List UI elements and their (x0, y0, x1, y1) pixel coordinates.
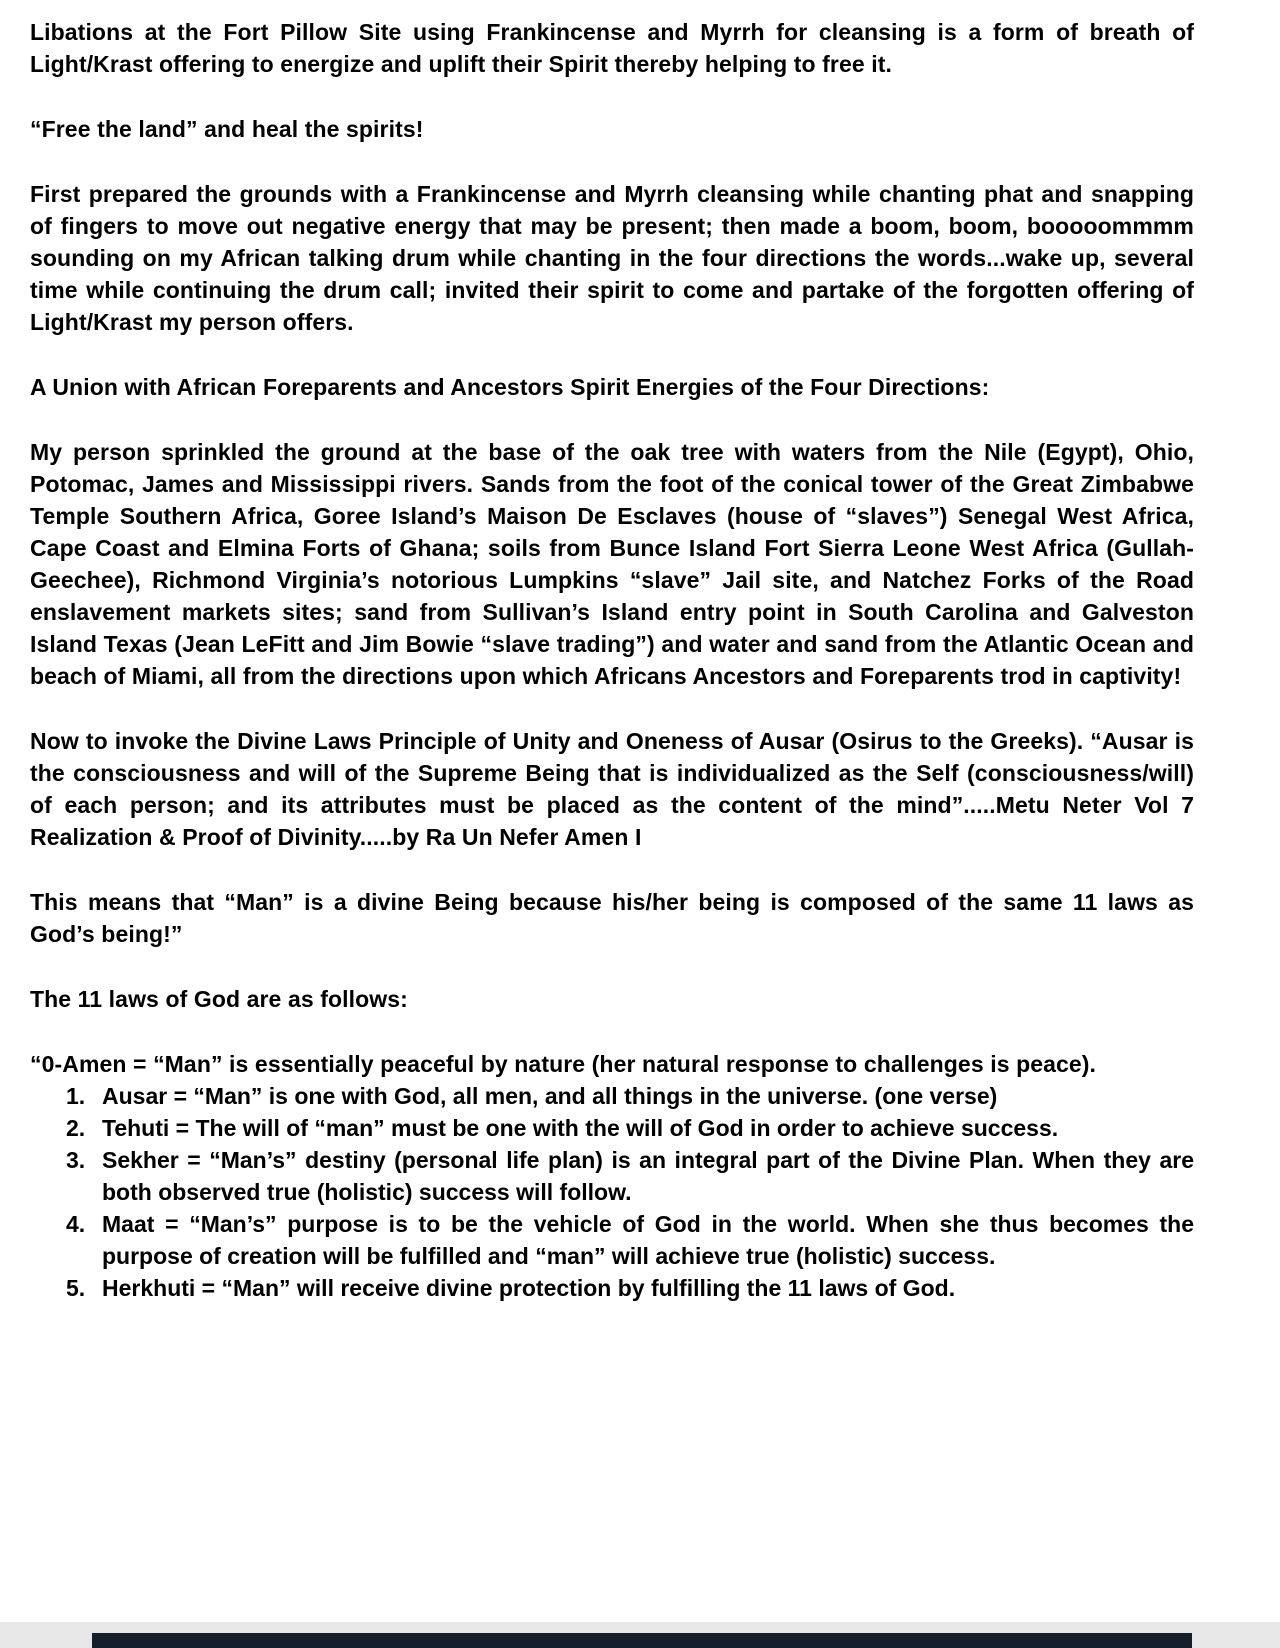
list-item-number: 5. (66, 1275, 86, 1301)
list-item-number: 2. (66, 1115, 86, 1141)
paragraph-man-divine-being: This means that “Man” is a divine Being because his/her being is composed of the same 11 laws as God’s being!” (30, 889, 1194, 947)
list-item-ausar (66, 1080, 1194, 1112)
list-item-number: 4. (66, 1211, 86, 1237)
list-item-text: Sekher = “Man’s” destiny (personal life plan) is an integral part of the Divine Plan. When they are both observed true (holistic) success will follow. (102, 1147, 1194, 1205)
next-page-top-edge (92, 1633, 1192, 1648)
paragraph-divine-laws: Now to invoke the Divine Laws Principle of Unity and Oneness of Ausar (Osirus to the Greeks). “Ausar is the consciousness and will of the Supreme Being that is individualized as the Self (consciousness/will) of each person; and its attributes must be placed as the content of the mind”.....Metu Neter Vol 7 Realization & Proof of Divinity.....by Ra Un Nefer Amen I (30, 728, 1194, 850)
list-item-text: Herkhuti = “Man” will receive divine protection by fulfilling the 11 laws of God. (102, 1275, 956, 1301)
paragraph-free-the-land: “Free the land” and heal the spirits! (30, 116, 424, 142)
list-item-number: 1. (66, 1083, 86, 1109)
list-item-sekher (66, 1144, 1194, 1208)
page-separator (0, 1622, 1280, 1648)
laws-list (66, 1080, 1194, 1304)
list-item-number: 3. (66, 1147, 86, 1173)
list-item-herkhuti (66, 1272, 1194, 1304)
list-item-text: Ausar = “Man” is one with God, all men, and all things in the universe. (one verse) (102, 1083, 998, 1109)
list-item-text: Maat = “Man’s” purpose is to be the vehicle of God in the world. When she thus becomes the purpose of creation will be fulfilled and “man” will achieve true (holistic) success. (102, 1211, 1194, 1269)
heading-11-laws: The 11 laws of God are as follows: (30, 986, 408, 1012)
list-item-maat (66, 1208, 1194, 1272)
list-item-tehuti (66, 1112, 1194, 1144)
paragraph-sprinkled-ground: My person sprinkled the ground at the base of the oak tree with waters from the Nile (Egypt), Ohio, Potomac, James and Mississippi rivers. Sands from the foot of the conical tower of the Great Zimbabwe Temple Southern Africa, Goree Island’s Maison De Esclaves (house of “slaves”) Senegal West Africa, Cape Coast and Elmina Forts of Ghana; soils from Bunce Island Fort Sierra Leone West Africa (Gullah-Geechee), Richmond Virginia’s notorious Lumpkins “slave” Jail site, and Natchez Forks of the Road enslavement markets sites; sand from Sullivan’s Island entry point in South Carolina and Galveston Island Texas (Jean LeFitt and Jim Bowie “slave trading”) and water and sand from the Atlantic Ocean and beach of Miami, all from the directions upon which Africans Ancestors and Foreparents trod in captivity! (30, 439, 1194, 689)
list-item-text: Tehuti = The will of “man” must be one with the will of God in order to achieve success. (102, 1115, 1059, 1141)
heading-union-four-directions: A Union with African Foreparents and Ancestors Spirit Energies of the Four Directions: (30, 374, 990, 400)
list-intro-amen: “0-Amen = “Man” is essentially peaceful by nature (her natural response to challenges is peace). (30, 1051, 1097, 1077)
paragraph-libations: Libations at the Fort Pillow Site using Frankincense and Myrrh for cleansing is a form of breath of Light/Krast offering to energize and uplift their Spirit thereby helping to free it. (30, 19, 1194, 77)
paragraph-first-prepared: First prepared the grounds with a Frankincense and Myrrh cleansing while chanting phat and snapping of fingers to move out negative energy that may be present; then made a boom, boom, booooommmm sounding on my African talking drum while chanting in the four directions the words...wake up, several time while continuing the drum call; invited their spirit to come and partake of the forgotten offering of Light/Krast my person offers. (30, 181, 1194, 335)
